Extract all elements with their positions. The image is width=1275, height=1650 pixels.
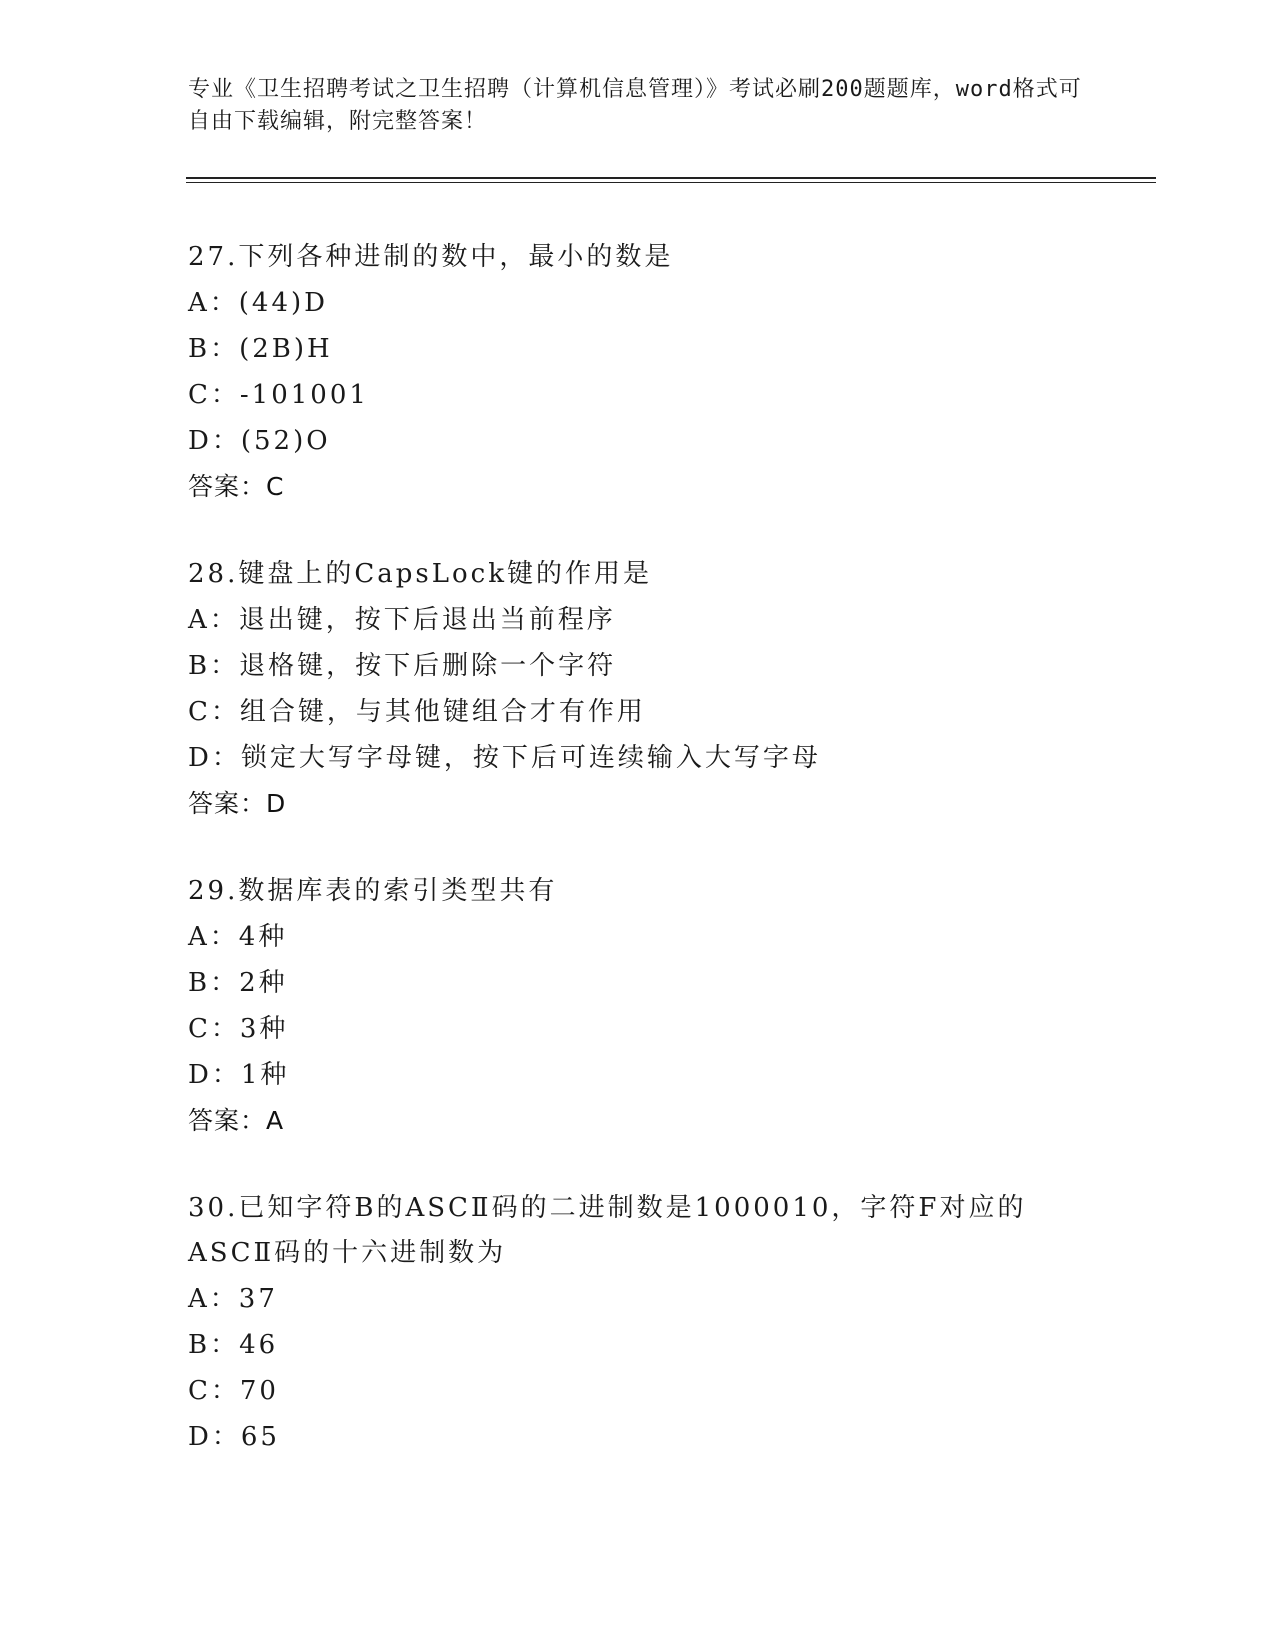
- option-d: D：(52)O: [188, 426, 331, 456]
- option-b: B：退格键，按下后删除一个字符: [188, 651, 617, 681]
- option-c: C：-101001: [188, 380, 369, 410]
- option-d: D：1种: [188, 1060, 290, 1090]
- question-text: 29.数据库表的索引类型共有: [188, 876, 558, 906]
- question-30: [188, 1186, 1088, 1460]
- option-a: A：37: [188, 1284, 278, 1314]
- option-a: A：(44)D: [188, 288, 328, 318]
- option-d: D：65: [188, 1422, 280, 1452]
- answer: 答案：C: [188, 472, 285, 501]
- header-divider-thin: [186, 182, 1156, 183]
- option-a: A：退出键，按下后退出当前程序: [188, 605, 616, 635]
- option-b: B：(2B)H: [188, 334, 333, 364]
- question-29: [188, 869, 1088, 1144]
- option-c: C：组合键，与其他键组合才有作用: [188, 697, 646, 727]
- option-a: A：4种: [188, 922, 288, 952]
- option-c: C：70: [188, 1376, 279, 1406]
- question-text: 28.键盘上的CapsLock键的作用是: [188, 559, 652, 589]
- option-d: D：锁定大写字母键，按下后可连续输入大写字母: [188, 743, 821, 773]
- document-header: 专业《卫生招聘考试之卫生招聘（计算机信息管理）》考试必刷200题题库，word格式可自由下载编辑，附完整答案！: [188, 77, 1082, 134]
- option-b: B：2种: [188, 968, 288, 998]
- answer: 答案：A: [188, 1106, 285, 1135]
- option-c: C：3种: [188, 1014, 289, 1044]
- question-27: [188, 235, 1088, 510]
- option-b: B：46: [188, 1330, 279, 1360]
- answer: 答案：D: [188, 789, 287, 818]
- question-text: 27.下列各种进制的数中，最小的数是: [188, 242, 674, 272]
- header-divider: [186, 177, 1156, 179]
- question-list: [188, 235, 1088, 1502]
- question-28: [188, 552, 1088, 827]
- question-text: 30.已知字符B的ASCⅡ码的二进制数是1000010，字符F对应的ASCⅡ码的十六进制数为: [188, 1193, 1027, 1268]
